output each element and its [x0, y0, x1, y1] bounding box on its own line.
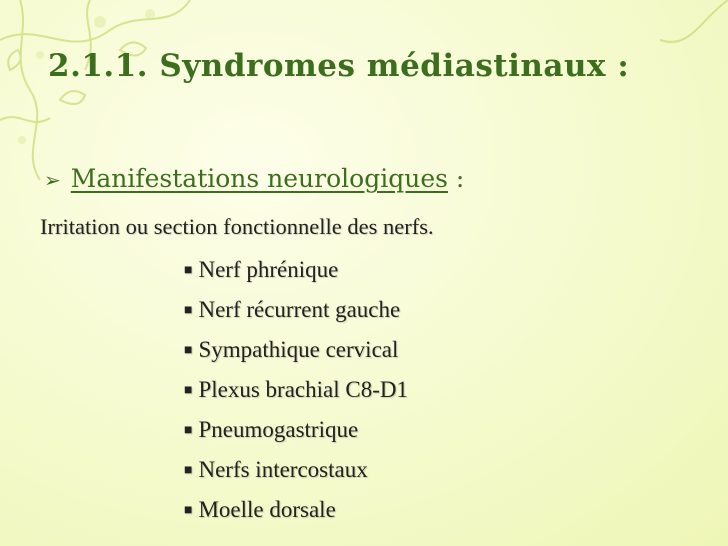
square-bullet-icon: ■ — [184, 423, 193, 438]
section-heading — [44, 164, 464, 193]
list-item: ■ Plexus brachial C8-D1 — [184, 377, 408, 402]
square-bullet-icon: ■ — [184, 343, 193, 358]
section-heading-suffix: : — [447, 164, 465, 193]
section-heading-label: Manifestations neurologiques — [70, 164, 448, 193]
list-item: ■ Nerf phrénique — [184, 257, 339, 282]
square-bullet-icon: ■ — [184, 383, 193, 398]
list-item: ■ Pneumogastrique — [184, 417, 359, 442]
intro-text: Irritation ou section fonctionnelle des nerfs. — [40, 214, 434, 239]
arrow-bullet-icon: ➢ — [44, 168, 61, 192]
square-bullet-icon: ■ — [184, 263, 193, 278]
square-bullet-icon: ■ — [184, 303, 193, 318]
slide-title: 2.1.1. Syndromes médiastinaux : — [48, 48, 630, 84]
square-bullet-icon: ■ — [184, 503, 193, 518]
list-item: ■ Sympathique cervical — [184, 337, 399, 362]
nerve-list — [184, 255, 408, 535]
square-bullet-icon: ■ — [184, 463, 193, 478]
list-item: ■ Nerfs intercostaux — [184, 457, 368, 482]
list-item: ■ Moelle dorsale — [184, 497, 336, 522]
list-item: ■ Nerf récurrent gauche — [184, 297, 401, 322]
